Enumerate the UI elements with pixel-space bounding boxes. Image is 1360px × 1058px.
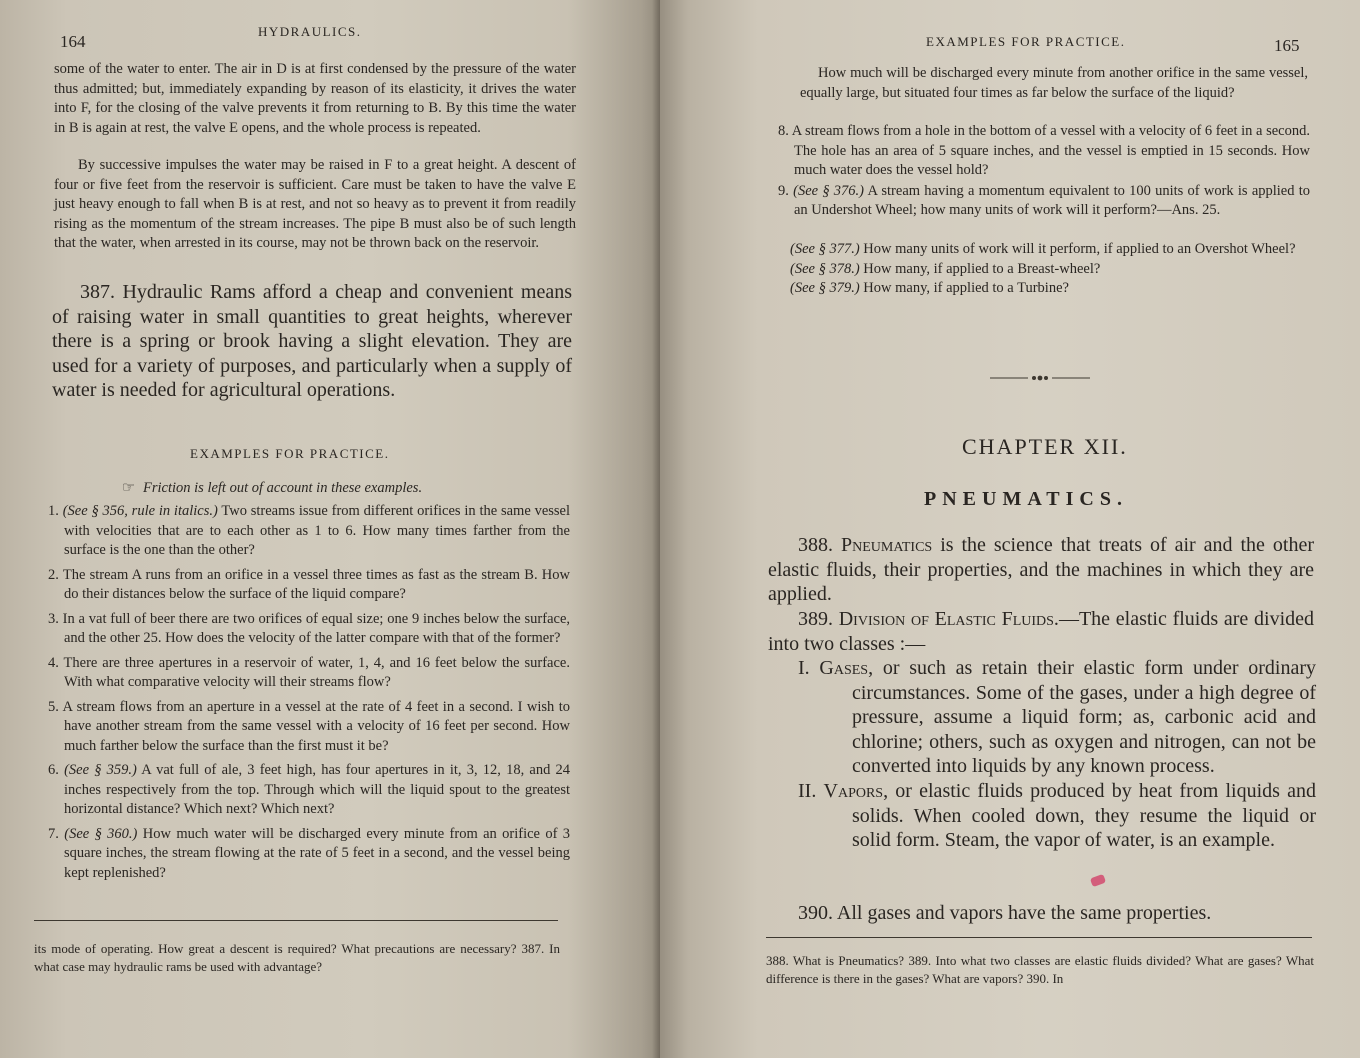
classes-list <box>768 656 1316 853</box>
sub-examples <box>790 240 1310 299</box>
page-number: 164 <box>60 32 86 51</box>
sub-example: (See § 379.) How many, if applied to a Turbine? <box>790 280 1069 296</box>
class-item-gases: I. Gases, or such as retain their elastic form under ordinary circumstances. Some of the gases, under a high degree of pressure, assume a liquid form; as, carbonic acid and chlorine; others, such as oxygen and nitrogen, can not be converted into liquids by any known process. <box>798 657 1317 778</box>
footnote-rule <box>34 920 558 921</box>
examples-heading: EXAMPLES FOR PRACTICE. <box>190 446 390 461</box>
example-item: 8. A stream flows from a hole in the bottom of a vessel with a velocity of 6 feet in a second. The hole has an area of 5 square inches, and the vessel is emptied in 15 seconds. How much water does the vessel hold? <box>778 123 1310 178</box>
footnote: its mode of operating. How great a descent is required? What precautions are necessary? 387. In what case may hydraulic rams be used with advantage? <box>34 941 560 974</box>
example-item: 5. A stream flows from an aperture in a vessel at the rate of 4 feet in a second. I wish to have another stream from the same vessel with a velocity of 16 feet per second. How much farther below the surface than the first must it be? <box>48 698 570 754</box>
ornament-divider <box>990 372 1090 384</box>
pointing-hand-icon: ☞ <box>122 480 135 496</box>
footnote: 388. What is Pneumatics? 389. Into what two classes are elastic fluids divided? What are gases? What difference is there in the gases? What are vapors? 390. In <box>766 953 1314 986</box>
ornament-dot <box>1044 376 1048 380</box>
example-item: 1. (See § 356, rule in italics.) Two streams issue from different orifices in the same vessel with velocities that are to each other as 1 to 6. How many times farther from the surface is the one than the other? <box>48 503 571 558</box>
class-item-vapors: II. Vapors, or elastic fluids produced by heat from liquids and solids. When cooled down, they resume the liquid or solid form. Steam, the vapor of water, is an example. <box>798 779 1317 852</box>
section-title: PNEUMATICS. <box>924 488 1128 510</box>
sub-example: (See § 377.) How many units of work will it perform, if applied to an Overshot Wheel? <box>790 241 1296 257</box>
examples-note: ☞ Friction is left out of account in these examples. <box>122 480 423 496</box>
example-item: 9. (See § 376.) A stream having a momentum equivalent to 100 units of work is applied to an Undershot Wheel; how many units of work will it perform?—Ans. 25. <box>778 182 1311 218</box>
examples-list <box>40 502 570 883</box>
example-item: 2. The stream A runs from an orifice in a vessel three times as fast as the stream B. How do their distances below the surface of the liquid compare? <box>48 566 570 602</box>
sub-example: (See § 378.) How many, if applied to a Breast-wheel? <box>790 260 1101 277</box>
running-head: HYDRAULICS. <box>258 24 362 39</box>
ornament-dot <box>1038 376 1043 381</box>
chapter-title: CHAPTER XII. <box>962 434 1128 459</box>
paragraph-389: 389. Division of Elastic Fluids.—The elastic fluids are divided into two classes :— <box>768 608 1314 655</box>
paragraph-390: 390. All gases and vapors have the same properties. <box>798 902 1212 924</box>
right-page <box>660 0 1360 1058</box>
example-item: 7. (See § 360.) How much water will be discharged every minute from an orifice of 3 square inches, the stream flowing at the rate of 5 feet in a second, and the vessel being kept replenished? <box>48 825 571 881</box>
paragraph-388: 388. Pneumatics is the science that treats of air and the other elastic fluids, their properties, and the machines in which they are applied. <box>768 534 1314 606</box>
examples-list <box>770 122 1310 221</box>
paragraph-387: 387. Hydraulic Rams afford a cheap and convenient means of raising water in small quantities to great heights, wherever there is a spring or brook having a slight elevation. They are used for a variety of purposes, and particularly when a supply of water is needed for agricultural operations. <box>52 281 572 402</box>
example-item: 3. In a vat full of beer there are two orifices of equal size; one 9 inches below the surface, and the other 25. How does the velocity of the latter compare with that of the former? <box>48 610 571 646</box>
footnote-rule <box>766 937 1312 938</box>
example-item: 4. There are three apertures in a reservoir of water, 1, 4, and 16 feet below the surface. With what comparative velocity will their streams flow? <box>48 654 570 690</box>
example-item: 6. (See § 359.) A vat full of ale, 3 feet high, has four apertures in it, 3, 12, 18, and 24 inches respectively from the top. Through which will the liquid spout to the greatest horizontal distance? Which next? Which next? <box>48 762 571 817</box>
running-head: EXAMPLES FOR PRACTICE. <box>926 34 1126 49</box>
top-paragraph-1: some of the water to enter. The air in D is at first condensed by the pressure of the water thus admitted; but, immediately expanding by reason of its elasticity, it drives the water into F, for the closing of the valve prevents it from returning to B. By this time the water in B is again at rest, the valve E opens, and the whole process is repeated. <box>54 61 576 136</box>
left-page <box>0 0 668 1058</box>
page-number: 165 <box>1274 36 1300 55</box>
ornament-dot <box>1032 376 1036 380</box>
continued-example: How much will be discharged every minute from another orifice in the same vessel, equally large, but situated four times as far below the surface of the liquid? <box>800 65 1308 101</box>
top-paragraph-2: By successive impulses the water may be raised in F to a great height. A descent of four or five feet from the reservoir is sufficient. Care must be taken to have the valve E just heavy enough to fall when B is at rest, and not so heavy as to prevent it from readily rising as the momentum of the stream increases. The pipe B must also be of such length that the water, when arrested in its course, may not be thrown back on the reservoir. <box>54 157 576 251</box>
